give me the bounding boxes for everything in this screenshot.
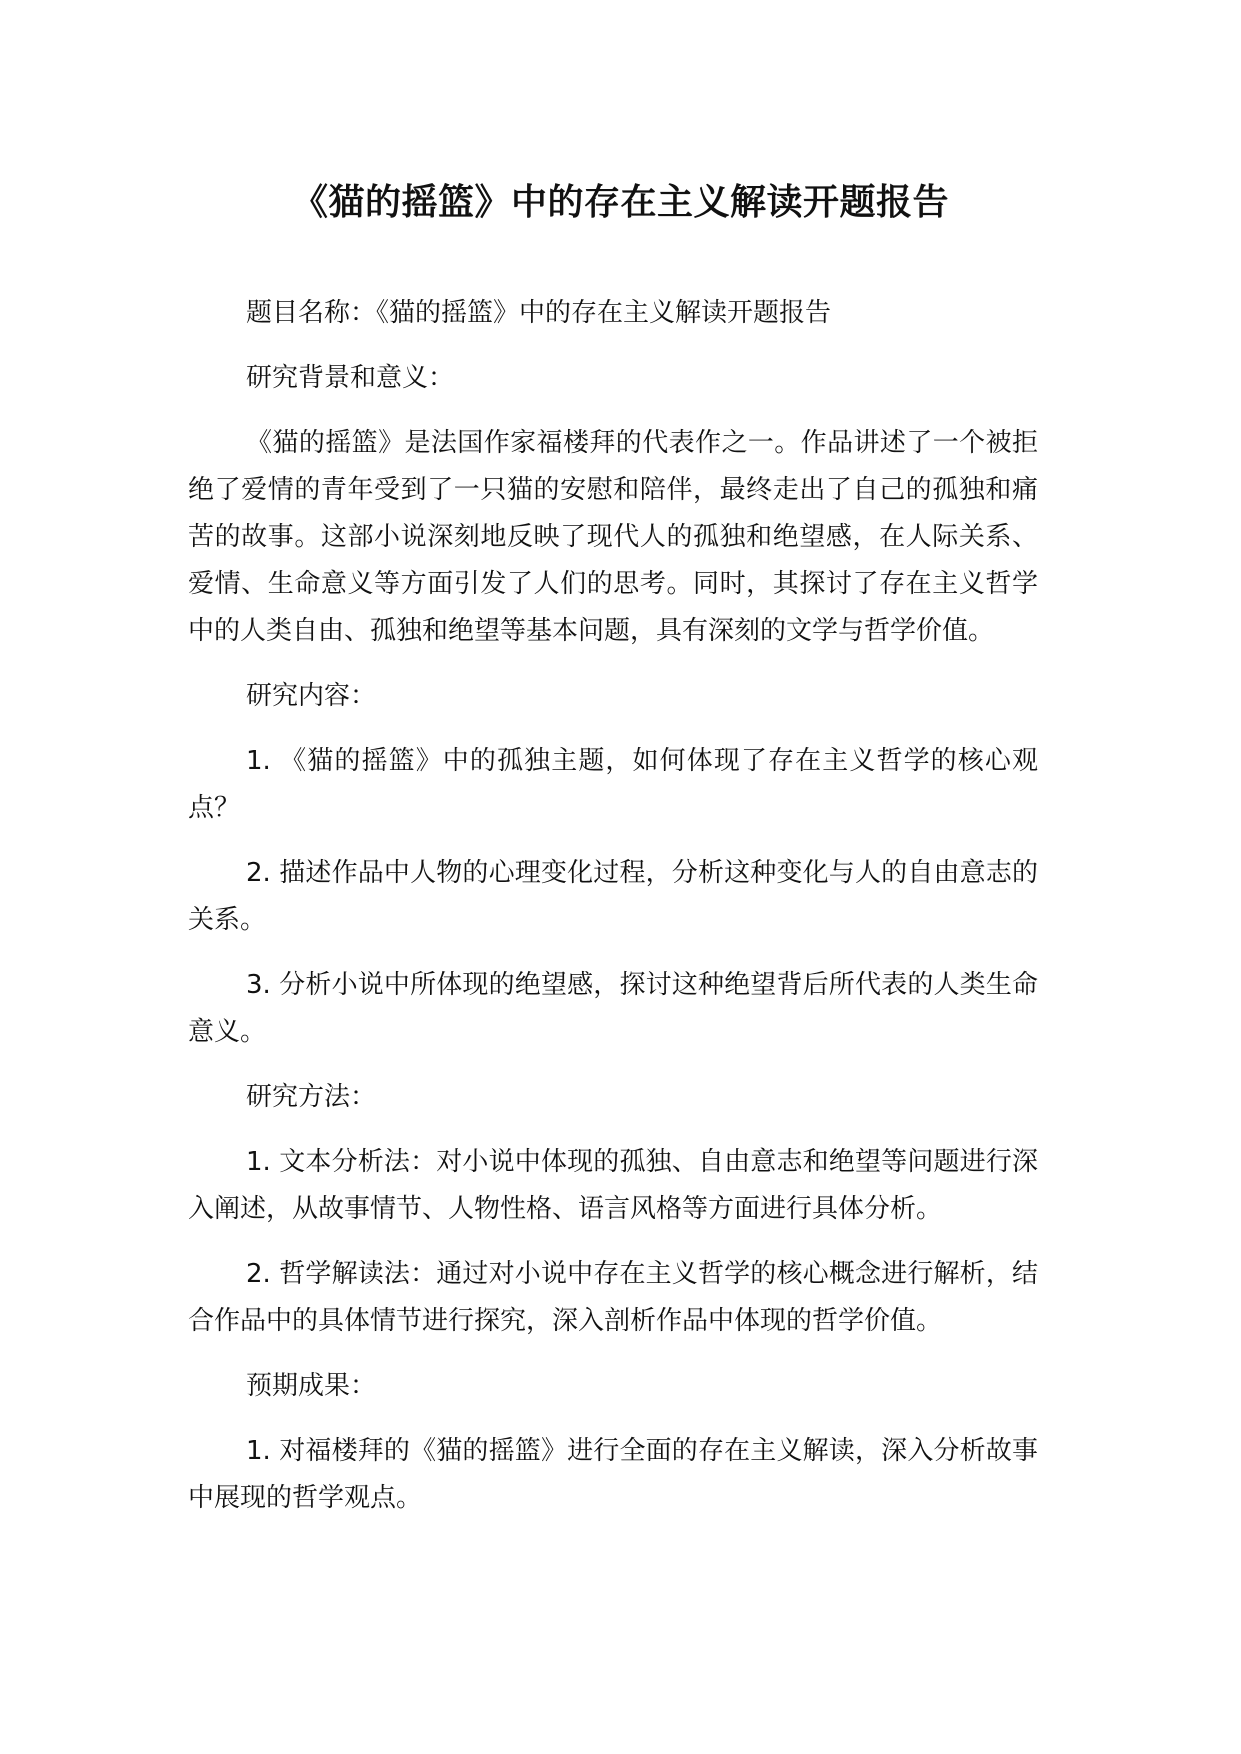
content-item-3: 3. 分析小说中所体现的绝望感，探讨这种绝望背后所代表的人类生命意义。	[188, 970, 1038, 1047]
method-item-2: 2. 哲学解读法：通过对小说中存在主义哲学的核心概念进行解析，结合作品中的具体情节进行探究，深入剖析作品中体现的哲学价值。	[188, 1259, 1038, 1336]
section-heading-content: 研究内容：	[246, 681, 377, 711]
method-item-1: 1. 文本分析法：对小说中体现的孤独、自由意志和绝望等问题进行深入阐述，从故事情节、人物性格、语言风格等方面进行具体分析。	[188, 1147, 1038, 1224]
document-title: 《猫的摇篮》中的存在主义解读开题报告	[291, 182, 949, 223]
background-paragraph: 《猫的摇篮》是法国作家福楼拜的代表作之一。作品讲述了一个被拒绝了爱情的青年受到了一只猫的安慰和陪伴，最终走出了自己的孤独和痛苦的故事。这部小说深刻地反映了现代人的孤独和绝望感，在人际关系、爱情、生命意义等方面引发了人们的思考。同时，其探讨了存在主义哲学中的人类自由、孤独和绝望等基本问题，具有深刻的文学与哲学价值。	[188, 428, 1038, 646]
topic-name-line: 题目名称：《猫的摇篮》中的存在主义解读开题报告	[246, 298, 832, 328]
section-heading-outcomes: 预期成果：	[246, 1371, 377, 1401]
outcome-item-1: 1. 对福楼拜的《猫的摇篮》进行全面的存在主义解读，深入分析故事中展现的哲学观点。	[188, 1436, 1038, 1513]
content-item-1: 1. 《猫的摇篮》中的孤独主题，如何体现了存在主义哲学的核心观点？	[188, 746, 1038, 823]
content-item-2: 2. 描述作品中人物的心理变化过程，分析这种变化与人的自由意志的关系。	[188, 858, 1038, 935]
section-heading-methods: 研究方法：	[246, 1082, 377, 1112]
document-body	[188, 290, 1038, 1540]
section-heading-background: 研究背景和意义：	[246, 363, 455, 393]
